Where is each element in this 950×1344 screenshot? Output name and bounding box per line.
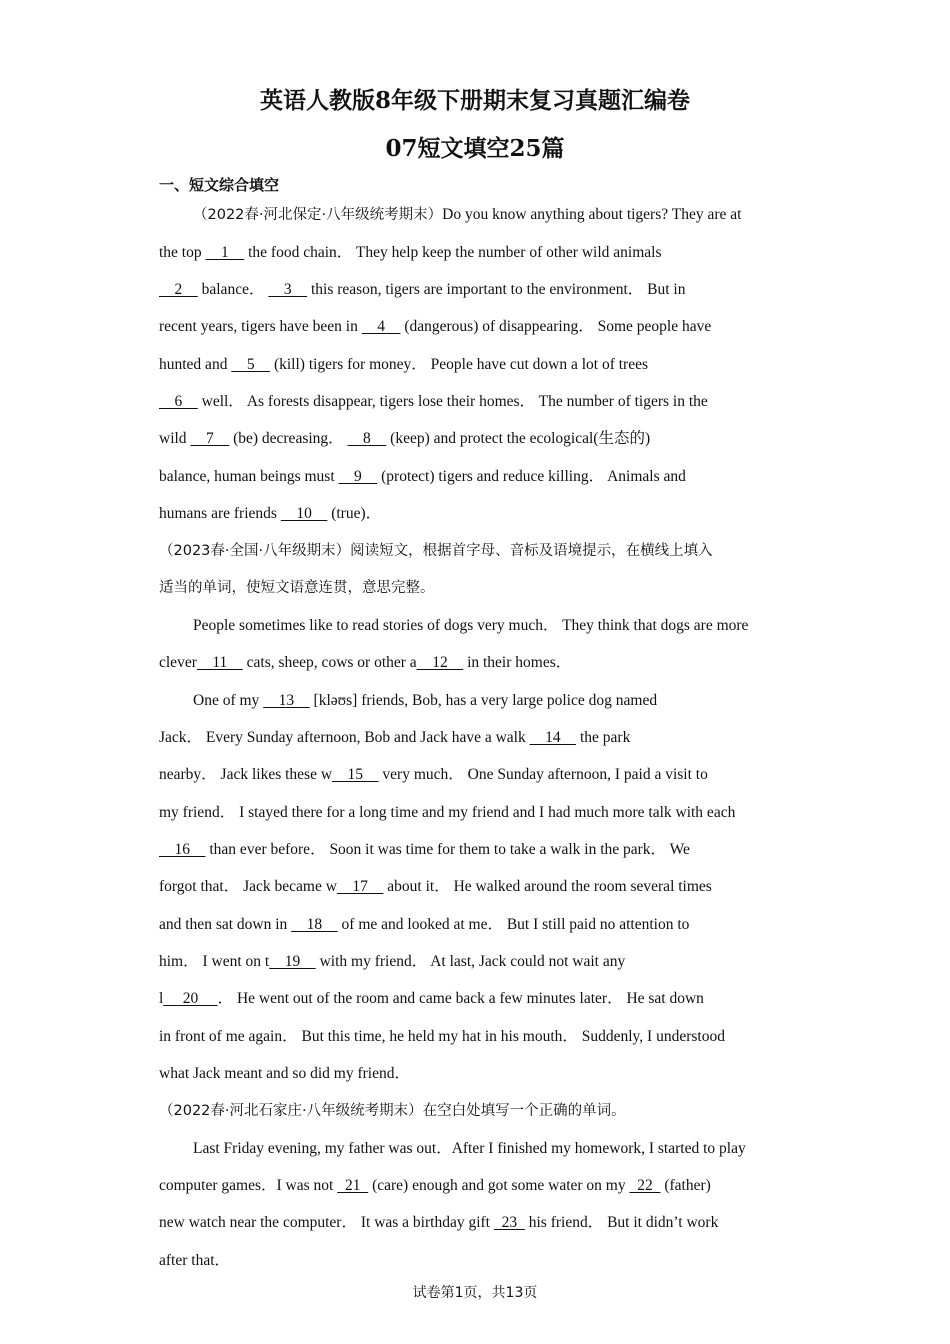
passage-3-line-3: new watch near the computer． It was a birthday gift 23 his friend． But it didn’t work xyxy=(159,1214,719,1231)
passage-2-line-4: Jack． Every Sunday afternoon, Bob and Jack have a walk 14 the park xyxy=(159,729,631,746)
blank-23[interactable]: 23 xyxy=(493,1214,525,1231)
blank-20[interactable]: 20 xyxy=(163,990,218,1007)
section-heading: 一、短文综合填空 xyxy=(159,176,280,194)
blank-14[interactable]: 14 xyxy=(529,729,577,746)
blank-2[interactable]: 2 xyxy=(159,281,198,298)
blank-17[interactable]: 17 xyxy=(336,878,384,895)
passage-1-line-3: 2 balance． 3 this reason, tigers are important to the environment． But in xyxy=(159,281,686,298)
document-title: 英语人教版8年级下册期末复习真题汇编卷 xyxy=(259,87,690,114)
passage-2-intro-2: 适当的单词，使短文语意连贯，意思完整。 xyxy=(159,580,435,596)
passage-2-line-13: what Jack meant and so did my friend． xyxy=(159,1065,410,1082)
blank-18[interactable]: 18 xyxy=(291,916,338,933)
blank-4[interactable]: 4 xyxy=(361,318,401,335)
blank-5[interactable]: 5 xyxy=(231,356,271,373)
passage-1-line-7: wild 7 (be) decreasing． 8 (keep) and protect the ecological(生态的) xyxy=(159,430,651,447)
document-subtitle: 07短文填空25篇 xyxy=(385,135,565,162)
passage-1-line-4: recent years, tigers have been in 4 (dangerous) of disappearing． Some people have xyxy=(159,318,712,335)
passage-2-line-1: People sometimes like to read stories of dogs very much． They think that dogs are more xyxy=(193,617,749,634)
passage-1-line-2: the top 1 the food chain． They help keep the number of other wild animals xyxy=(159,244,662,261)
passage-2-line-12: in front of me again． But this time, he held my hat in his mouth． Suddenly, I understood xyxy=(159,1028,725,1045)
passage-1-line-9: humans are friends 10 (true)． xyxy=(159,505,382,522)
passage-3-intro: （2022春·河北石家庄·八年级统考期末）在空白处填写一个正确的单词。 xyxy=(159,1103,626,1119)
passage-1-line-8: balance, human beings must 9 (protect) tigers and reduce killing． Animals and xyxy=(159,468,686,485)
blank-22[interactable]: 22 xyxy=(629,1177,661,1194)
blank-6[interactable]: 6 xyxy=(159,393,198,410)
blank-11[interactable]: 11 xyxy=(196,654,243,671)
passage-1-line-1: （2022春·河北保定·八年级统考期末）Do you know anything about tigers? They are at xyxy=(193,206,742,223)
passage-2-line-5: nearby． Jack likes these w 15 very much． One Sunday afternoon, I paid a visit to xyxy=(159,766,708,783)
passage-3-line-4: after that． xyxy=(159,1252,231,1269)
blank-12[interactable]: 12 xyxy=(416,654,464,671)
blank-16[interactable]: 16 xyxy=(159,841,206,858)
blank-9[interactable]: 9 xyxy=(338,468,378,485)
passage-2-line-6: my friend． I stayed there for a long time and my friend and I had much more talk with each xyxy=(159,804,736,821)
passage-3-line-2: computer games．I was not 21 (care) enough and got some water on my 22 (father) xyxy=(159,1177,711,1194)
source-note: （2022春·河北保定·八年级统考期末） xyxy=(193,207,443,223)
passage-2-line-7: 16 than ever before． Soon it was time for them to take a walk in the park． We xyxy=(159,841,690,858)
blank-21[interactable]: 21 xyxy=(337,1177,369,1194)
passage-2-intro-1: （2023春·全国·八年级期末）阅读短文，根据首字母、音标及语境提示，在横线上填入 xyxy=(159,543,713,559)
page-footer: 试卷第1页，共13页 xyxy=(412,1285,538,1301)
passage-2-line-8: forgot that． Jack became w 17 about it． He walked around the room several times xyxy=(159,878,712,895)
blank-3[interactable]: 3 xyxy=(268,281,308,298)
passage-2-line-11: l 20 ． He went out of the room and came back a few minutes later． He sat down xyxy=(159,990,704,1007)
blank-19[interactable]: 19 xyxy=(269,953,316,970)
passage-3-line-1: Last Friday evening, my father was out．After I finished my homework, I started to play xyxy=(193,1140,746,1157)
passage-2-line-2: clever 11 cats, sheep, cows or other a 12 in their homes． xyxy=(159,654,572,671)
blank-15[interactable]: 15 xyxy=(332,766,379,783)
passage-1-line-5: hunted and 5 (kill) tigers for money． People have cut down a lot of trees xyxy=(159,356,649,373)
blank-1[interactable]: 1 xyxy=(205,244,245,261)
passage-2-line-9: and then sat down in 18 of me and looked at me． But I still paid no attention to xyxy=(159,916,690,933)
passage-2-line-10: him． I went on t 19 with my friend． At last, Jack could not wait any xyxy=(159,953,626,970)
passage-1-line-6: 6 well． As forests disappear, tigers lose their homes． The number of tigers in the xyxy=(159,393,708,410)
blank-8[interactable]: 8 xyxy=(347,430,387,447)
blank-10[interactable]: 10 xyxy=(280,505,328,522)
blank-7[interactable]: 7 xyxy=(190,430,230,447)
passage-2-line-3: One of my 13 [kləʊs] friends, Bob, has a very large police dog named xyxy=(193,692,658,709)
blank-13[interactable]: 13 xyxy=(263,692,310,709)
